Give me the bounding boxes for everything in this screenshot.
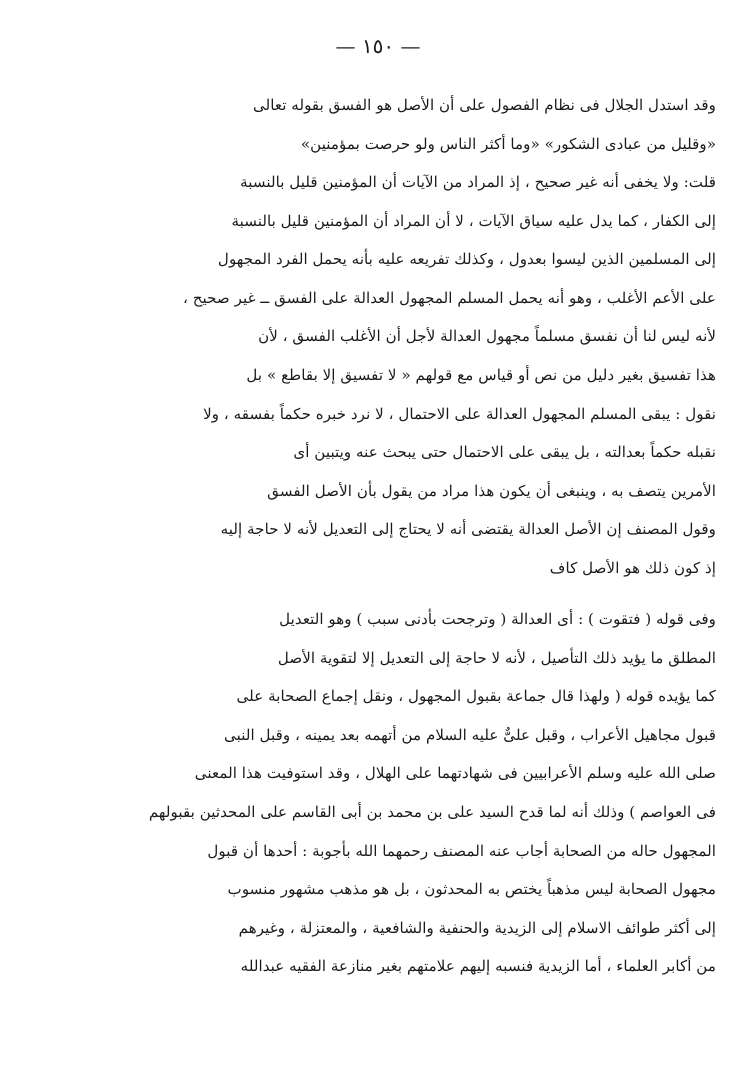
text-line: من أكابر العلماء ، أما الزيدية فنسبه إليهم علامتهم بغير منازعة الفقيه عبدالله xyxy=(240,957,716,976)
text-line: وفى قوله ( فتقوت ) : أى العدالة ( وترجحت بأدنى سبب ) وهو التعديل xyxy=(279,610,716,628)
text-line: المطلق ما يؤيد ذلك التأصيل ، لأنه لا حاجة إلى التعديل إلا لتقوية الأصل xyxy=(277,648,716,667)
page-number-header: — ١٥٠ — xyxy=(335,34,421,58)
text-line: وقول المصنف إن الأصل العدالة يقتضى أنه لا يحتاج إلى التعديل لأنه لا حاجة إليه xyxy=(220,520,716,539)
paragraph-objection xyxy=(96,163,716,588)
text-line: لأنه ليس لنا أن نفسق مسلماً مجهول العدالة لأجل أن الأغلب الفسق ، لأن xyxy=(258,327,716,346)
text-line: وقد استدل الجلال فى نظام الفصول على أن الأصل هو الفسق بقوله تعالى xyxy=(253,96,716,114)
text-line: قلت: ولا يخفى أنه غير صحيح ، إذ المراد من الآيات أن المؤمنين قليل بالنسبة xyxy=(240,173,716,191)
text-line: إلى المسلمين الذين ليسوا بعدول ، وكذلك تفريعه عليه بأنه يحمل الفرد المجهول xyxy=(217,250,716,269)
text-line: صلى الله عليه وسلم الأعرابيين فى شهادتهما على الهلال ، وقد استوفيت هذا المعنى xyxy=(194,764,716,783)
text-line: هذا تفسيق بغير دليل من نص أو قياس مع قولهم « لا تفسيق إلا بقاطع » بل xyxy=(246,365,716,384)
paragraph-commentary xyxy=(96,600,716,986)
text-line: «وقليل من عبادى الشكور» «وما أكثر الناس ولو حرصت بمؤمنين» xyxy=(300,134,716,153)
text-line: إذ كون ذلك هو الأصل كاف xyxy=(549,558,716,577)
text-line: نقبله حكماً بعدالته ، بل يبقى على الاحتمال حتى يبحث عنه ويتبين أى xyxy=(293,443,716,462)
text-line: فى العواصم ) وذلك أنه لما قدح السيد على بن محمد بن أبى القاسم على المحدثين بقبولهم xyxy=(148,802,716,821)
text-line: مجهول الصحابة ليس مذهباً يختص به المحدثون ، بل هو مذهب مشهور منسوب xyxy=(227,880,716,899)
text-line: إلى أكثر طوائف الاسلام إلى الزيدية والحنفية والشافعية ، والمعتزلة ، وغيرهم xyxy=(238,918,716,937)
text-line: على الأعم الأغلب ، وهو أنه يحمل المسلم المجهول العدالة على الفسق ــ غير صحيح ، xyxy=(182,288,716,307)
text-line: كما يؤيده قوله ( ولهذا قال جماعة بقبول المجهول ، ونقل إجماع الصحابة على xyxy=(236,687,716,706)
text-line: المجهول حاله من الصحابة أجاب عنه المصنف رحمهما الله بأجوبة : أحدها أن قبول xyxy=(207,841,716,860)
text-line: الأمرين يتصف به ، وينبغى أن يكون هذا مراد من يقول بأن الأصل الفسق xyxy=(267,481,716,500)
text-line: نقول : يبقى المسلم المجهول العدالة على الاحتمال ، لا نرد خبره حكماً بفسقه ، ولا xyxy=(203,404,716,423)
text-line: قبول مجاهيل الأعراب ، وقبل علىٌّ عليه السلام من أتهمه بعد يمينه ، وقبل النبى xyxy=(224,725,716,744)
text-line: إلى الكفار ، كما يدل عليه سياق الآيات ، لا أن المراد أن المؤمنين قليل بالنسبة xyxy=(231,211,716,230)
paragraph-intro xyxy=(96,86,716,163)
